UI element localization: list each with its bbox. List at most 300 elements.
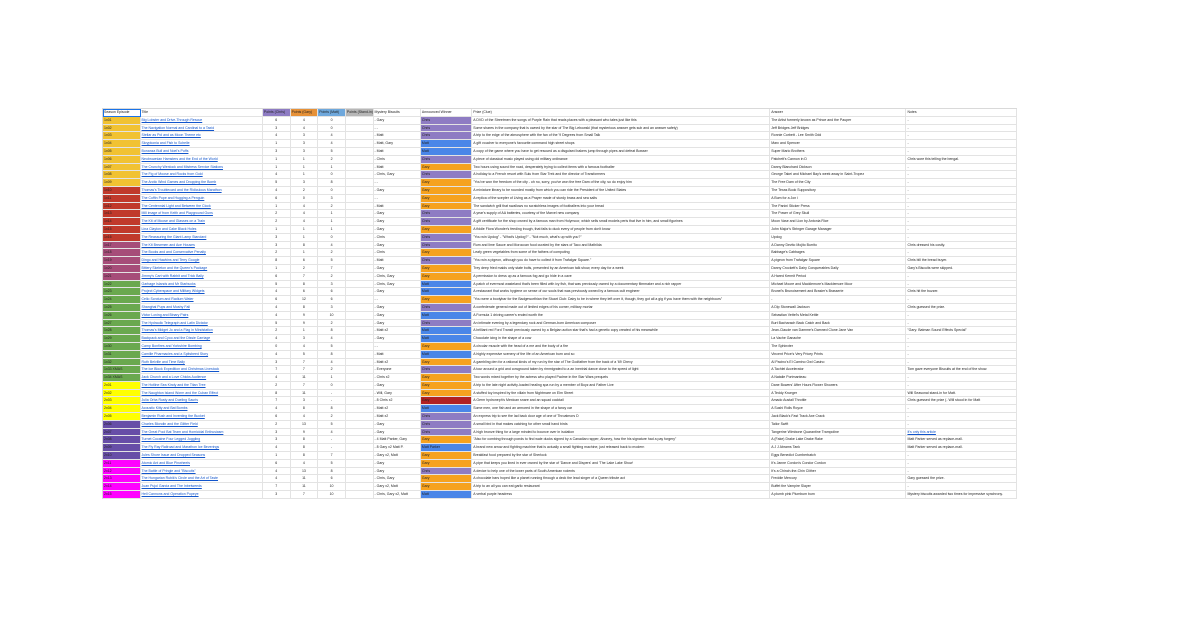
cell-announced-winner[interactable]: Gary [421, 187, 472, 195]
cell-notes[interactable]: - [906, 273, 1017, 281]
cell-mystery-biscuits[interactable]: - Gary x2, Matt [374, 452, 421, 460]
cell-notes[interactable]: - [906, 195, 1017, 203]
cell-points-matt[interactable]: 0 [318, 234, 346, 242]
cell-title[interactable]: The Hotline Sea Kindy and the Titan Tree [141, 382, 263, 390]
cell-title[interactable]: Victor Loving and Binary Pairs [141, 312, 263, 320]
cell-episode[interactable]: 1x32 [103, 359, 141, 367]
cell-title[interactable]: Hell Cannons and Operation Popeye [141, 491, 263, 499]
cell-mystery-biscuits[interactable]: - Gary [374, 226, 421, 234]
cell-episode[interactable]: 1x05 [103, 148, 141, 156]
cell-points-matt[interactable]: 2 [318, 320, 346, 328]
cell-points-chris[interactable]: 1 [263, 265, 291, 273]
cell-announced-winner[interactable]: Chris [421, 156, 472, 164]
cell-answer[interactable]: Jeff Bridges Jeff Bridges [770, 125, 906, 133]
cell-title[interactable]: Dingo and Hawkins and Terry Google [141, 257, 263, 265]
cell-points-chris[interactable]: 3 [263, 429, 291, 437]
cell-episode[interactable]: 1x13 [103, 210, 141, 218]
cell-title[interactable]: Lina Clayton and Cake Black Holes [141, 226, 263, 234]
cell-title[interactable]: The Hydraulic Telegraph and Latin Dictator [141, 320, 263, 328]
cell-title[interactable]: Mill image of from Keith and Playground Guns [141, 210, 263, 218]
cell-title[interactable]: The Arctic Wind Games and Dropping the Bomb [141, 179, 263, 187]
cell-episode[interactable]: 2x12 [103, 468, 141, 476]
cell-notes[interactable]: - [906, 320, 1017, 328]
cell-prize[interactable]: "You've won the freedom of the city - oh no, sorry, you've won the free Dam of the city, so do enjoy him [472, 179, 770, 187]
cell-episode[interactable]: 1x19 [103, 257, 141, 265]
cell-notes[interactable]: Gary's Biscuits were skipped. [906, 265, 1017, 273]
cell-points-matt[interactable]: 10 [318, 312, 346, 320]
cell-answer[interactable]: A plumb pink Plumbum bum [770, 491, 906, 499]
cell-prize[interactable]: A permission to dress up as a famous fog and go hide in a cave [472, 273, 770, 281]
cell-points-standin[interactable] [346, 335, 374, 343]
cell-points-matt[interactable]: 10 [318, 483, 346, 491]
cell-mystery-biscuits[interactable]: - Gary [374, 429, 421, 437]
cell-points-standin[interactable] [346, 125, 374, 133]
cell-points-gary[interactable]: 4 [291, 203, 319, 211]
cell-answer[interactable]: A pigeon from Trafalgar Square [770, 257, 906, 265]
cell-episode[interactable]: 1x18 [103, 249, 141, 257]
cell-points-gary[interactable]: 0 [291, 195, 319, 203]
cell-points-standin[interactable] [346, 179, 374, 187]
cell-title[interactable]: Project Cyberspace and Military Widgets [141, 288, 263, 296]
cell-title[interactable]: The Naughton Island Worm and the Cuban Effect [141, 390, 263, 398]
cell-prize[interactable]: A tour around a grid and cowground taken by rimmigrated to a an inextrial dance close to the speed of light [472, 366, 770, 374]
cell-announced-winner[interactable]: Matt Parker [421, 444, 472, 452]
cell-mystery-biscuits[interactable]: - Chris, Gary x2, Matt [374, 491, 421, 499]
cell-announced-winner[interactable]: Gary [421, 179, 472, 187]
header-notes[interactable]: Notes [906, 109, 1017, 117]
cell-announced-winner[interactable]: Matt [421, 327, 472, 335]
cell-points-gary[interactable]: 6 [291, 288, 319, 296]
cell-mystery-biscuits[interactable]: - Chris, Gary [374, 273, 421, 281]
cell-mystery-biscuits[interactable]: - - [374, 179, 421, 187]
cell-answer[interactable]: Vincent Price's Very Pricey Prints [770, 351, 906, 359]
cell-points-standin[interactable] [346, 436, 374, 444]
cell-mystery-biscuits[interactable]: - - [374, 195, 421, 203]
cell-episode[interactable]: 1x04 [103, 140, 141, 148]
cell-points-gary[interactable]: 11 [291, 483, 319, 491]
cell-prize[interactable]: A trip to the late night activity-loaded healing spa run by a member of Boyz and Father Live [472, 382, 770, 390]
cell-title[interactable]: The Kit of Moose and Glasses on a Train [141, 218, 263, 226]
cell-points-chris[interactable]: 6 [263, 273, 291, 281]
cell-announced-winner[interactable]: Gary [421, 359, 472, 367]
cell-points-standin[interactable] [346, 359, 374, 367]
cell-points-gary[interactable]: 7 [291, 273, 319, 281]
cell-points-gary[interactable]: 3 [291, 335, 319, 343]
cell-answer[interactable]: Babbage's Cabbages [770, 249, 906, 257]
cell-points-chris[interactable]: 3 [263, 491, 291, 499]
cell-notes[interactable]: - [906, 203, 1017, 211]
cell-episode[interactable]: 1x15 [103, 226, 141, 234]
cell-points-chris[interactable]: 2 [263, 327, 291, 335]
cell-mystery-biscuits[interactable]: - Matt [374, 164, 421, 172]
cell-points-matt[interactable]: 4 [318, 429, 346, 437]
cell-points-matt[interactable]: 1 [318, 374, 346, 382]
cell-title[interactable]: Stellar as Pol and as Moon Theme etc [141, 132, 263, 140]
cell-notes[interactable]: - [906, 312, 1017, 320]
cell-points-standin[interactable] [346, 343, 374, 351]
cell-title[interactable]: The Battle of Pringle and "Biscuits" [141, 468, 263, 476]
cell-prize[interactable]: A stuffed toy inspired by the villain from Nightmare on Elm Street [472, 390, 770, 398]
cell-announced-winner[interactable]: Chris [421, 117, 472, 125]
cell-announced-winner[interactable]: Chris [421, 429, 472, 437]
cell-prize[interactable]: A small bird in that makes catching for other small hand birds [472, 421, 770, 429]
cell-announced-winner[interactable]: Gary [421, 343, 472, 351]
cell-episode[interactable]: 1x27 [103, 320, 141, 328]
cell-prize[interactable]: Breakfast food prepared by the star of Sherlock [472, 452, 770, 460]
cell-points-gary[interactable]: 13 [291, 468, 319, 476]
cell-mystery-biscuits[interactable]: - Chris [374, 249, 421, 257]
cell-answer[interactable]: Ronnie Corbett - Lee Smith Odd [770, 132, 906, 140]
cell-points-gary[interactable]: 11 [291, 475, 319, 483]
cell-title[interactable]: The Fly Ray Railroad and Marathon Ice Beverings [141, 444, 263, 452]
cell-mystery-biscuits[interactable]: - Gary [374, 312, 421, 320]
cell-answer[interactable]: Amado Austall Throttle [770, 397, 906, 405]
cell-answer[interactable]: It's Janne Cordon's Condor Cordon [770, 460, 906, 468]
cell-announced-winner[interactable]: Gary [421, 203, 472, 211]
cell-points-matt[interactable]: 8 [318, 351, 346, 359]
cell-announced-winner[interactable]: Chris [421, 218, 472, 226]
cell-points-standin[interactable] [346, 483, 374, 491]
cell-episode[interactable]: 2x04 [103, 405, 141, 413]
cell-episode[interactable]: 2x10 [103, 452, 141, 460]
cell-answer[interactable]: Sebastian Vettel's Metal Kettle [770, 312, 906, 320]
cell-points-matt[interactable]: 3 [318, 281, 346, 289]
cell-episode[interactable]: 1x24 [103, 296, 141, 304]
cell-notes[interactable]: - [906, 351, 1017, 359]
cell-points-chris[interactable]: 8 [263, 257, 291, 265]
cell-announced-winner[interactable]: Gary [421, 195, 472, 203]
cell-notes[interactable]: Chris bill the bread buyer. [906, 257, 1017, 265]
cell-points-matt[interactable]: 2 [318, 413, 346, 421]
cell-points-standin[interactable] [346, 273, 374, 281]
cell-notes[interactable]: - [906, 164, 1017, 172]
cell-answer[interactable]: Burt Bacharach Back Catch and Back [770, 320, 906, 328]
cell-mystery-biscuits[interactable]: - Matt x2 [374, 405, 421, 413]
cell-announced-winner[interactable]: Gary [421, 390, 472, 398]
cell-notes[interactable]: Chris guessed the prize (- Will stood in for Matt [906, 397, 1017, 405]
cell-announced-winner[interactable]: Chris [421, 366, 472, 374]
cell-episode[interactable]: 2x03 [103, 397, 141, 405]
cell-prize[interactable]: A high bronze thing for a large minded to bounce over in isolation [472, 429, 770, 437]
cell-announced-winner[interactable]: Chris [421, 413, 472, 421]
cell-notes[interactable]: Gary guessed the prize. [906, 475, 1017, 483]
cell-points-standin[interactable] [346, 320, 374, 328]
cell-points-chris[interactable]: 1 [263, 452, 291, 460]
cell-title[interactable]: Benjamin Rush and Inventing the Bucket [141, 413, 263, 421]
cell-points-gary[interactable]: 2 [291, 187, 319, 195]
cell-notes[interactable]: Chris hit the buzzer. [906, 288, 1017, 296]
cell-points-chris[interactable]: 1 [263, 226, 291, 234]
cell-title[interactable]: Camille Pharmacies and a Spitsbeed Story [141, 351, 263, 359]
cell-points-standin[interactable] [346, 203, 374, 211]
cell-prize[interactable]: A patch of evermost wasteland that's been filled with ivy fish, that was previously owned by a documentary filmmaker and a rich rapper [472, 281, 770, 289]
cell-answer[interactable]: The Texas Book Suppository [770, 187, 906, 195]
cell-prize[interactable]: Trey deep fried maids only state bolts, presented by an American talk show, every day for a week [472, 265, 770, 273]
cell-prize[interactable]: A Formula 1 driving career's ended worth the [472, 312, 770, 320]
cell-title[interactable]: The Books and and Conservative Penalty [141, 249, 263, 257]
cell-points-matt[interactable]: 2 [318, 203, 346, 211]
cell-points-gary[interactable]: 1 [291, 171, 319, 179]
cell-points-matt[interactable]: 1 [318, 226, 346, 234]
cell-points-standin[interactable] [346, 351, 374, 359]
cell-mystery-biscuits[interactable]: - Chris, Gary [374, 281, 421, 289]
cell-answer[interactable]: Dane Bowers' After Hours Flower Showers [770, 382, 906, 390]
cell-answer[interactable]: John Major's Stringer Garage Manager [770, 226, 906, 234]
cell-answer[interactable]: The Free Dam of the City [770, 179, 906, 187]
cell-title[interactable]: Charles Blondin and the Glitter Field [141, 421, 263, 429]
cell-points-matt[interactable]: 1 [318, 164, 346, 172]
cell-answer[interactable]: A (Fake) Drake Lake Drake Rake [770, 436, 906, 444]
cell-notes[interactable]: - [906, 343, 1017, 351]
cell-points-standin[interactable] [346, 491, 374, 499]
cell-notes[interactable]: - [906, 117, 1017, 125]
cell-mystery-biscuits[interactable]: - Matt x2 [374, 359, 421, 367]
cell-notes[interactable]: - [906, 374, 1017, 382]
cell-answer[interactable]: The Panini Sticker Press [770, 203, 906, 211]
cell-points-gary[interactable]: 7 [291, 359, 319, 367]
cell-title[interactable]: Julia Orba Rusty and Dueling Sauris [141, 397, 263, 405]
cell-points-matt[interactable]: 1 [318, 210, 346, 218]
cell-points-standin[interactable] [346, 421, 374, 429]
cell-prize[interactable]: A gift certificate for the shop owned by a famous man from Holymoor, which sells small models peris that live in him, and small figurines [472, 218, 770, 226]
cell-episode[interactable]: 2x06 [103, 421, 141, 429]
header-answer[interactable]: Answer [770, 109, 906, 117]
cell-notes[interactable]: - [906, 171, 1017, 179]
cell-points-matt[interactable]: - [318, 390, 346, 398]
cell-announced-winner[interactable]: Chris [421, 234, 472, 242]
cell-title[interactable]: The Kit Brewmen and Ace Houses [141, 242, 263, 250]
cell-episode[interactable]: 2x09 [103, 444, 141, 452]
cell-prize[interactable]: A holiday to a French resort with Sulu from Star Trek and the director of Transformers [472, 171, 770, 179]
cell-notes[interactable]: - [906, 405, 1017, 413]
cell-points-standin[interactable] [346, 218, 374, 226]
cell-prize[interactable]: Some shares in the company that is owned by the star of The Big Lebowski (that mysterious answer gets sub and an answer safety) [472, 125, 770, 133]
cell-episode[interactable]: 1x03 [103, 132, 141, 140]
cell-episode[interactable]: 1x02 [103, 125, 141, 133]
cell-episode[interactable]: 1x29 [103, 335, 141, 343]
cell-notes[interactable]: - [906, 335, 1017, 343]
cell-points-matt[interactable]: 8 [318, 179, 346, 187]
cell-points-matt[interactable]: 2 [318, 249, 346, 257]
cell-points-matt[interactable]: 7 [318, 265, 346, 273]
cell-answer[interactable]: A Bum for a Jon i [770, 195, 906, 203]
cell-episode[interactable]: 1x33 XMAS [103, 366, 141, 374]
cell-announced-winner[interactable]: Gary [421, 475, 472, 483]
cell-points-chris[interactable]: 1 [263, 156, 291, 164]
cell-points-matt[interactable]: 3 [318, 304, 346, 312]
cell-points-gary[interactable]: 3 [291, 148, 319, 156]
cell-points-chris[interactable]: 3 [263, 234, 291, 242]
cell-episode[interactable]: 1x21 [103, 273, 141, 281]
cell-mystery-biscuits[interactable]: - Matt [374, 203, 421, 211]
cell-answer[interactable]: Al Pacino's El Camino Owl Casino [770, 359, 906, 367]
cell-points-matt[interactable]: 1 [318, 218, 346, 226]
cell-points-gary[interactable]: 1 [291, 234, 319, 242]
cell-prize[interactable]: A verbal purple headress [472, 491, 770, 499]
cell-title[interactable]: Jimmy's Cart with Rabbit and Trick Bally [141, 273, 263, 281]
cell-points-standin[interactable] [346, 382, 374, 390]
cell-notes[interactable]: Will Seasonal stand-in for Matt. [906, 390, 1017, 398]
cell-points-gary[interactable]: 1 [291, 327, 319, 335]
cell-title[interactable]: Garbage Islands and Mr Starbucks [141, 281, 263, 289]
cell-episode[interactable]: 1x09 [103, 179, 141, 187]
cell-mystery-biscuits[interactable]: - Chris, Gary [374, 171, 421, 179]
cell-points-standin[interactable] [346, 242, 374, 250]
cell-points-standin[interactable] [346, 210, 374, 218]
cell-title[interactable]: Shanghai Pups and Mushy Fall [141, 304, 263, 312]
cell-episode[interactable]: 1x25 [103, 304, 141, 312]
cell-points-chris[interactable]: 4 [263, 374, 291, 382]
cell-prize[interactable]: A trip to the edge of the atmosphere with the fan of the '9 Degrees from Small Talk [472, 132, 770, 140]
cell-answer[interactable]: La Vache Ganache [770, 335, 906, 343]
cell-points-matt[interactable]: - [318, 436, 346, 444]
cell-points-chris[interactable]: 2 [263, 218, 291, 226]
cell-title[interactable]: The Great Pool Bat Team and Homicidal Enthusiasm [141, 429, 263, 437]
cell-points-matt[interactable]: 4 [318, 359, 346, 367]
cell-answer[interactable]: It's a Chinch-the-Chin Clither [770, 468, 906, 476]
cell-notes[interactable]: - [906, 218, 1017, 226]
cell-mystery-biscuits[interactable]: - Gary [374, 187, 421, 195]
cell-points-standin[interactable] [346, 468, 374, 476]
cell-points-chris[interactable]: 7 [263, 397, 291, 405]
cell-episode[interactable]: 1x14 [103, 218, 141, 226]
cell-mystery-biscuits[interactable]: - 8 Chris x2 [374, 397, 421, 405]
cell-points-chris[interactable]: 7 [263, 483, 291, 491]
cell-answer[interactable]: Super Mario Brothers [770, 148, 906, 156]
cell-announced-winner[interactable]: Matt [421, 405, 472, 413]
cell-episode[interactable]: 1x16 [103, 234, 141, 242]
cell-notes[interactable]: It's only this article [906, 429, 1017, 437]
cell-title[interactable]: Big Lobster and Drive-Through Rescue [141, 117, 263, 125]
cell-mystery-biscuits[interactable]: - 4 Matt Parker, Gary [374, 436, 421, 444]
cell-points-matt[interactable]: 6 [318, 296, 346, 304]
cell-points-chris[interactable]: 3 [263, 148, 291, 156]
cell-answer[interactable]: A Teddy Krueger [770, 390, 906, 398]
cell-announced-winner[interactable]: Gary [421, 460, 472, 468]
cell-mystery-biscuits[interactable]: - 8 Gary x2 Matt P. [374, 444, 421, 452]
cell-answer[interactable]: A Hared Kermit Period [770, 273, 906, 281]
cell-points-chris[interactable]: 5 [263, 281, 291, 289]
cell-points-matt[interactable]: 5 [318, 257, 346, 265]
cell-title[interactable]: The Centennial Light and Between the Clock [141, 203, 263, 211]
cell-episode[interactable]: 2x11 [103, 460, 141, 468]
cell-points-standin[interactable] [346, 460, 374, 468]
cell-notes[interactable]: Matt Parker served as replace-mall. [906, 444, 1017, 452]
cell-points-chris[interactable]: 2 [263, 210, 291, 218]
cell-points-standin[interactable] [346, 397, 374, 405]
cell-answer[interactable]: Jean-Claude van Damme's Damned Clone Jane Van [770, 327, 906, 335]
cell-prize[interactable]: Chocolate icing in the shape of a cow [472, 335, 770, 343]
cell-points-gary[interactable]: 4 [291, 117, 319, 125]
cell-points-gary[interactable]: 11 [291, 390, 319, 398]
cell-points-chris[interactable]: 4 [263, 132, 291, 140]
header-announced-winner[interactable]: Announced Winner [421, 109, 472, 117]
cell-points-chris[interactable]: 0 [263, 343, 291, 351]
cell-announced-winner[interactable]: Gary [421, 265, 472, 273]
cell-points-standin[interactable] [346, 148, 374, 156]
cell-points-matt[interactable]: 2 [318, 156, 346, 164]
cell-points-gary[interactable]: 9 [291, 312, 319, 320]
cell-title[interactable]: Ruth Belville and Time Bally [141, 359, 263, 367]
cell-answer[interactable]: Freddie Mercury [770, 475, 906, 483]
cell-prize[interactable]: An intimate evening by a legendary rock and German-born American composer [472, 320, 770, 328]
cell-answer[interactable]: Tailor Swift [770, 421, 906, 429]
cell-mystery-biscuits[interactable]: - Gary [374, 265, 421, 273]
cell-notes[interactable]: - [906, 226, 1017, 234]
cell-announced-winner[interactable]: Gary [421, 164, 472, 172]
cell-announced-winner[interactable]: Matt [421, 288, 472, 296]
cell-episode[interactable]: 1x23 [103, 288, 141, 296]
cell-points-gary[interactable]: 13 [291, 421, 319, 429]
cell-announced-winner[interactable]: Chris [421, 468, 472, 476]
cell-notes[interactable]: - [906, 359, 1017, 367]
cell-answer[interactable]: Danny Crockett's Dairy Conquerables Daily [770, 265, 906, 273]
cell-points-matt[interactable]: 5 [318, 343, 346, 351]
cell-points-chris[interactable]: 4 [263, 288, 291, 296]
cell-mystery-biscuits[interactable]: - Everyone [374, 366, 421, 374]
cell-prize[interactable]: A trip to an all you can eat garlic restaurant [472, 483, 770, 491]
cell-episode[interactable]: 1x20 [103, 265, 141, 273]
cell-announced-winner[interactable]: Gary [421, 249, 472, 257]
cell-points-standin[interactable] [346, 304, 374, 312]
cell-prize[interactable]: A Germ hydroneph's Mexican snare and an squad cocktail [472, 397, 770, 405]
cell-mystery-biscuits[interactable]: - - [374, 343, 421, 351]
cell-points-gary[interactable]: 7 [291, 366, 319, 374]
cell-points-gary[interactable]: 7 [291, 382, 319, 390]
cell-answer[interactable]: Moon Vase and Lion by Antonia Rice [770, 218, 906, 226]
cell-announced-winner[interactable]: Gary [421, 296, 472, 304]
cell-points-chris[interactable]: 3 [263, 359, 291, 367]
cell-mystery-biscuits[interactable]: - Chris x2 [374, 374, 421, 382]
cell-title[interactable]: The Hungarian Rubik's Circle and the Art of Taste [141, 475, 263, 483]
cell-episode[interactable]: 2x02 [103, 390, 141, 398]
cell-episode[interactable]: 2x07 [103, 429, 141, 437]
cell-points-gary[interactable]: 4 [291, 125, 319, 133]
cell-points-gary[interactable]: 4 [291, 210, 319, 218]
cell-points-chris[interactable]: 6 [263, 296, 291, 304]
cell-points-gary[interactable]: 9 [291, 429, 319, 437]
cell-points-gary[interactable]: 1 [291, 164, 319, 172]
cell-prize[interactable]: Two words mixed together by the actress who played Padme in the Star Wars prequels [472, 374, 770, 382]
cell-points-standin[interactable] [346, 327, 374, 335]
cell-announced-winner[interactable]: Gary [421, 374, 472, 382]
cell-points-chris[interactable]: 7 [263, 366, 291, 374]
cell-answer[interactable]: A Natalie Portmanteau [770, 374, 906, 382]
cell-points-chris[interactable]: 2 [263, 421, 291, 429]
cell-points-gary[interactable]: 5 [291, 351, 319, 359]
cell-answer[interactable]: George Takei and Michael Bay's week away in Saint-Tropez [770, 171, 906, 179]
cell-mystery-biscuits[interactable]: - Gary [374, 421, 421, 429]
cell-answer[interactable]: Updog [770, 234, 906, 242]
cell-prize[interactable]: A piece of classical music played using old military ordinance [472, 156, 770, 164]
cell-points-chris[interactable]: 6 [263, 195, 291, 203]
cell-notes[interactable]: - [906, 210, 1017, 218]
cell-answer[interactable]: The Artist formerly known as Prince and the Pauper [770, 117, 906, 125]
cell-episode[interactable]: 1x12 [103, 203, 141, 211]
cell-mystery-biscuits[interactable]: - Gary [374, 468, 421, 476]
cell-notes[interactable]: Tom gave everyone Biscuits at the end of the show. [906, 366, 1017, 374]
cell-episode[interactable]: 2x13 [103, 475, 141, 483]
header-mystery-biscuits[interactable]: Mystery Biscuits [374, 109, 421, 117]
cell-notes[interactable]: - [906, 132, 1017, 140]
cell-notes[interactable]: - [906, 234, 1017, 242]
cell-points-matt[interactable]: 6 [318, 475, 346, 483]
cell-points-gary[interactable]: 11 [291, 374, 319, 382]
cell-points-gary[interactable]: 4 [291, 343, 319, 351]
cell-points-chris[interactable]: 6 [263, 460, 291, 468]
cell-points-chris[interactable]: 6 [263, 413, 291, 421]
cell-announced-winner[interactable]: Chris [421, 421, 472, 429]
